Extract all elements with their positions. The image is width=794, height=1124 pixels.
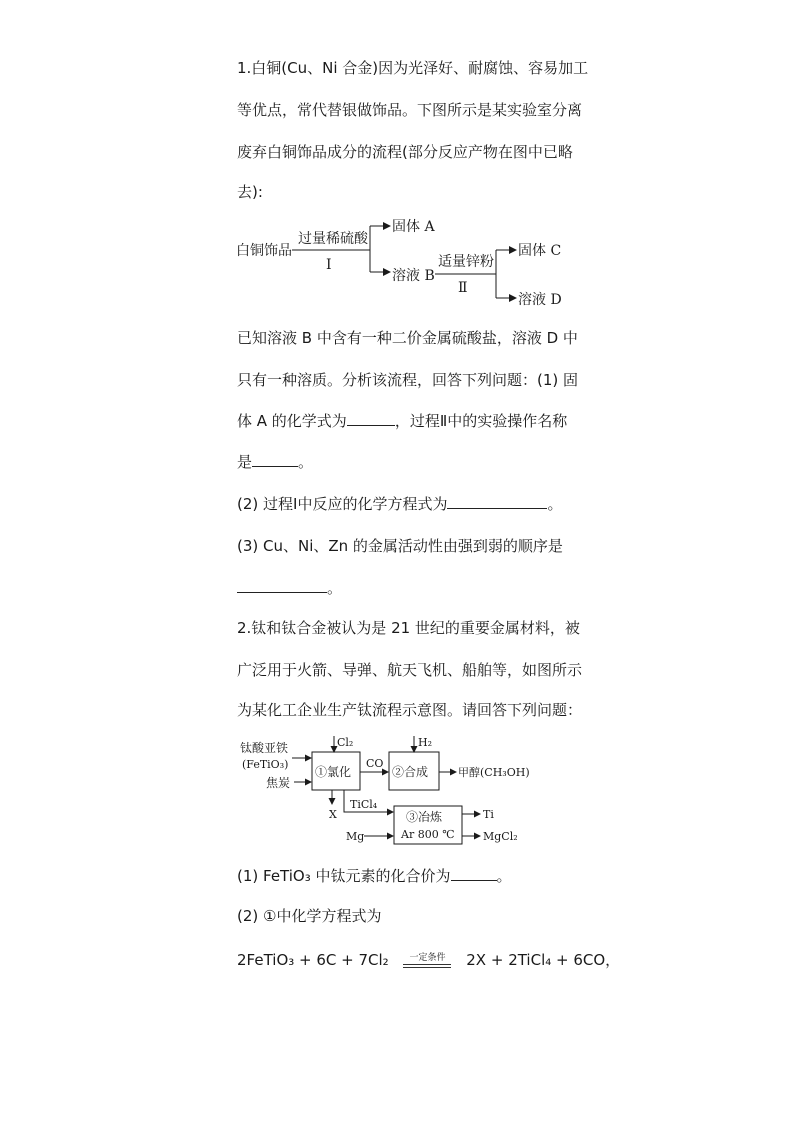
q1-step1-reagent: 过量稀硫酸 [298,231,368,247]
q1-line-8a: 是 [237,453,253,471]
q2-input-1-formula: (FeTiO₃) [242,758,289,771]
q2-sub-1 [237,866,512,886]
q2-sub-1a: (1) FeTiO₃ 中钛元素的化合价为 [237,867,451,885]
q2-methanol-label: 甲醇(CH₃OH) [458,766,530,779]
q1-sub-2a: (2) 过程Ⅰ中反应的化学方程式为 [237,495,448,513]
q1-line-7 [237,411,567,431]
q2-sub-2: (2) ①中化学方程式为 [237,907,382,925]
q1-line-7b: ，过程Ⅱ中的实验操作名称 [394,412,568,430]
answer-blank-4[interactable] [237,578,327,593]
q2-box-3-line-1: ③冶炼 [406,810,443,824]
q2-mg-label: Mg [346,830,365,843]
q1-line-5: 已知溶液 B 中含有一种二价金属硫酸盐，溶液 D 中 [237,329,578,347]
q2-flow-diagram [236,732,536,852]
q2-eq-right: 2X + 2TiCl₄ + 6CO， [466,951,621,969]
q2-cl2-label: Cl₂ [337,736,354,749]
q2-eq-double-line [403,964,451,968]
q2-eq-left: 2FeTiO₃ + 6C + 7Cl₂ [237,951,389,969]
q1-product-a: 固体 A [392,219,435,235]
q1-line-6: 只有一种溶质。分析该流程，回答下列问题：(1) 固 [237,371,579,389]
q1-line-8 [237,452,313,472]
answer-blank-1[interactable] [347,411,395,426]
q1-line-2: 等优点，常代替银做饰品。下图所示是某实验室分离 [237,101,583,119]
q1-step2-num: Ⅱ [458,280,468,296]
q2-box-2-label: ②合成 [392,765,429,779]
q2-input-2: 焦炭 [266,776,291,790]
q2-input-1: 钛酸亚铁 [240,741,289,755]
q1-sub-3: (3) Cu、Ni、Zn 的金属活动性由强到弱的顺序是 [237,537,563,555]
q2-co-label: CO [366,757,384,770]
q2-ti-label: Ti [483,808,494,821]
q1-sub-2b: 。 [547,495,563,513]
q2-h2-label: H₂ [418,736,433,749]
q2-line-1: 2.钛和钛合金被认为是 21 世纪的重要金属材料，被 [237,619,580,637]
q1-sub-3-end: 。 [327,579,343,597]
q1-line-3: 废弃白铜饰品成分的流程(部分反应产物在图中已略 [237,143,573,161]
answer-blank-3[interactable] [447,494,547,509]
q2-sub-1b: 。 [496,867,512,885]
q2-eq-condition [403,953,451,968]
q2-equation [237,950,620,970]
q2-x-label: X [329,808,337,821]
q1-sub-2 [237,494,562,514]
q1-step2-reagent: 适量锌粉 [438,254,494,270]
q1-line-7a: 体 A 的化学式为 [237,412,347,430]
q1-product-b: 溶液 B [392,268,435,284]
q1-step1-num: Ⅰ [326,257,332,273]
q1-sub-3-answer [237,578,342,598]
q2-box-1-label: ①氯化 [315,765,352,779]
q2-line-3: 为某化工企业生产钛流程示意图。请回答下列问题： [237,701,583,719]
q1-product-c: 固体 C [518,243,562,259]
q2-mgcl2-label: MgCl₂ [483,830,518,843]
q2-ticl4-label: TiCl₄ [350,798,378,811]
answer-blank-5[interactable] [451,866,497,881]
answer-blank-2[interactable] [252,452,298,467]
q2-eq-condition-text: 一定条件 [409,953,446,963]
q1-product-d: 溶液 D [518,292,562,308]
q1-line-4: 去): [237,183,263,201]
q1-line-8b: 。 [298,453,314,471]
q2-box-3-line-2: Ar 800 ℃ [401,828,455,841]
q2-line-2: 广泛用于火箭、导弹、航天飞机、船舶等，如图所示 [237,661,583,679]
q1-start-label: 白铜饰品 [236,243,292,259]
q1-flow-diagram [230,208,570,318]
q1-line-1: 1.白铜(Cu、Ni 合金)因为光泽好、耐腐蚀、容易加工 [237,59,589,77]
